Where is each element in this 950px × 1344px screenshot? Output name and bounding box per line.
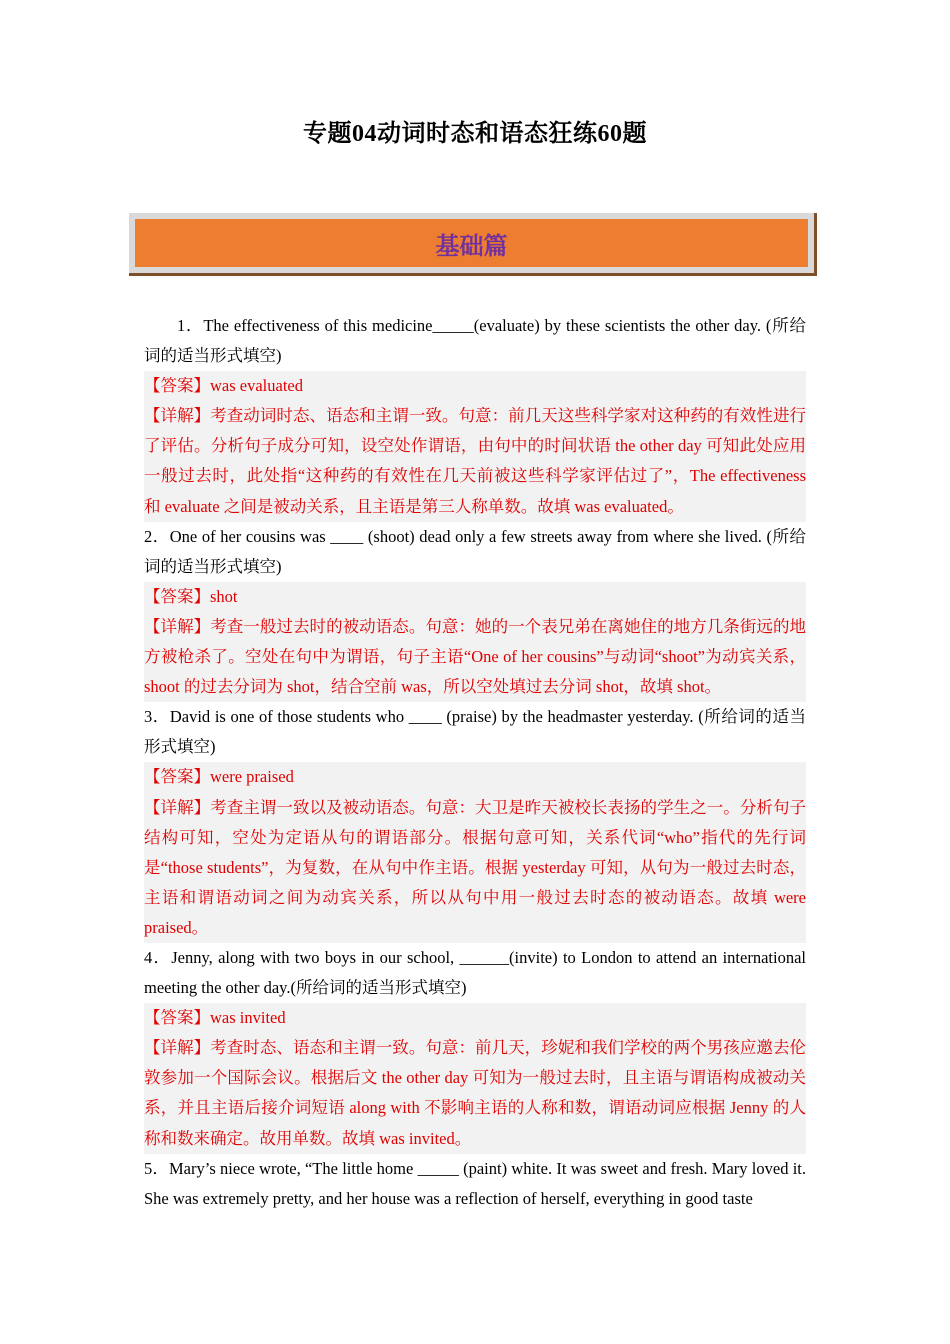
answer-3: 【答案】were praised bbox=[144, 767, 294, 787]
answer-4: 【答案】was invited bbox=[144, 1008, 286, 1028]
page-title: 专题04动词时态和语态狂练60题 bbox=[303, 121, 647, 147]
explanation-1: 【详解】考查动词时态、语态和主谓一致。句意：前几天这些科学家对这种药的有效性进行了评估。分析句子成分可知，设空处作谓语，由句中的时间状语 the other day 可知此处应用一般过去时，此处指“这种药的有效性在几天前被这些科学家评估过了”，The effectiveness 和 evaluate 之间是被动关系，且主语是第三人称单数。故填 was evaluated。 bbox=[144, 406, 806, 516]
section-banner bbox=[129, 213, 817, 276]
answer-2: 【答案】shot bbox=[144, 586, 238, 606]
question-5: 5．Mary’s niece wrote, “The little home _____ (paint) white. It was sweet and fresh. Mary loved it. She was extremely pretty, and her house was a reflection of herself, everything in good taste bbox=[144, 1158, 806, 1208]
answer-block-4 bbox=[144, 1003, 806, 1153]
answer-block-1 bbox=[144, 371, 806, 521]
section-banner-fill bbox=[135, 219, 808, 267]
answer-1: 【答案】was evaluated bbox=[144, 376, 303, 396]
question-2: 2．One of her cousins was ____ (shoot) dead only a few streets away from where she lived. (所给词的适当形式填空) bbox=[144, 526, 806, 576]
question-4: 4．Jenny, along with two boys in our school, ______(invite) to London to attend an international meeting the other day.(所给词的适当形式填空) bbox=[144, 947, 806, 998]
question-3: 3．David is one of those students who ____ (praise) by the headmaster yesterday. (所给词的适当形式填空) bbox=[144, 707, 806, 757]
answer-block-3 bbox=[144, 762, 806, 943]
explanation-2: 【详解】考查一般过去时的被动语态。句意：她的一个表兄弟在离她住的地方几条街远的地方被枪杀了。空处在句中为谓语，句子主语“One of her cousins”与动词“shoot”为动宾关系，shoot 的过去分词为 shot，结合空前 was，所以空处填过去分词 shot，故填 shot。 bbox=[144, 616, 806, 697]
explanation-3: 【详解】考查主谓一致以及被动语态。句意：大卫是昨天被校长表扬的学生之一。分析句子结构可知，空处为定语从句的谓语部分。根据句意可知，关系代词“who”指代的先行词是“those students”，为复数，在从句中作主语。根据 yesterday 可知，从句为一般过去时态，主语和谓语动词之间为动宾关系，所以从句中用一般过去时态的被动语态。故填 were praised。 bbox=[144, 797, 806, 937]
section-banner-label: 基础篇 bbox=[435, 233, 508, 260]
explanation-4: 【详解】考查时态、语态和主谓一致。句意：前几天，珍妮和我们学校的两个男孩应邀去伦敦参加一个国际会议。根据后文 the other day 可知为一般过去时，且主语与谓语构成被动关系，并且主语后接介词短语 along with 不影响主语的人称和数，谓语动词应根据 Jenny 的人称和数来确定。故用单数。故填 was invited。 bbox=[144, 1038, 806, 1148]
question-1: 1．The effectiveness of this medicine_____(evaluate) by these scientists the other day. (所给词的适当形式填空) bbox=[144, 316, 806, 366]
answer-block-2 bbox=[144, 582, 806, 702]
question-list bbox=[144, 311, 806, 1214]
